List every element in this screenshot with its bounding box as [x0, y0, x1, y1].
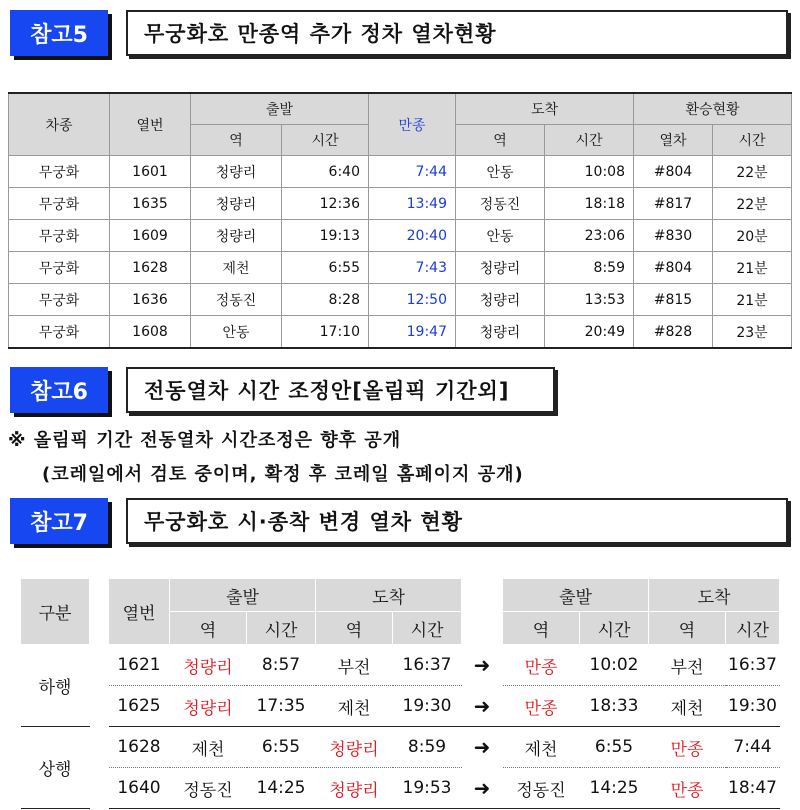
transfer-train-cell: #817: [634, 188, 713, 220]
arr-station-cell: 제천: [316, 686, 393, 727]
header-dep-station: 역: [191, 125, 282, 156]
terminal-change-table: [20, 578, 780, 809]
arr-station-cell: 부전: [316, 645, 393, 686]
section-7-header: [10, 498, 788, 544]
arr-station-cell: 청량리: [456, 284, 545, 316]
header-dep-time: 시간: [247, 612, 316, 645]
header-train-no: 열번: [110, 93, 191, 156]
arr-time-cell: 18:18: [545, 188, 634, 220]
table-row: [9, 188, 792, 220]
dep-time-cell: 17:35: [247, 686, 316, 727]
arr-time-cell: 19:53: [393, 768, 462, 809]
transfer-train-cell: #828: [634, 316, 713, 349]
dep-station-cell: 제천: [170, 727, 247, 768]
train-no-cell: 1621: [109, 645, 170, 686]
header-departure: 출발: [170, 579, 316, 612]
train-no-cell: 1640: [109, 768, 170, 809]
arr-station-cell: 정동진: [456, 188, 545, 220]
arr-time-cell: 20:49: [545, 316, 634, 349]
header-arr-station: 역: [456, 125, 545, 156]
train-no-cell: 1635: [110, 188, 191, 220]
header-new-arr-station: 역: [649, 612, 726, 645]
header-new-dep-time: 시간: [580, 612, 649, 645]
arrow-icon: ➜: [462, 686, 503, 727]
table-row: [21, 768, 780, 809]
new-arr-station-cell: 제천: [649, 686, 726, 727]
arr-station-cell: 청량리: [316, 768, 393, 809]
section-6-badge: 참고6: [10, 367, 108, 413]
header-transfer-train: 열차: [634, 125, 713, 156]
arrow-icon: ➜: [462, 768, 503, 809]
arr-station-cell: 청량리: [456, 252, 545, 284]
train-type-cell: 무궁화: [9, 220, 110, 252]
transfer-time-cell: 22분: [713, 156, 792, 188]
dep-station-cell: 정동진: [170, 768, 247, 809]
header-transfer: 환승현황: [634, 93, 792, 125]
new-dep-time-cell: 10:02: [580, 645, 649, 686]
new-arr-time-cell: 19:30: [726, 686, 780, 727]
section-5-header: [10, 10, 788, 56]
train-no-cell: 1636: [110, 284, 191, 316]
section-6-subnote: (코레일에서 검토 중이며, 확정 후 코레일 홈페이지 공개): [42, 464, 524, 485]
transfer-train-cell: #815: [634, 284, 713, 316]
train-no-cell: 1625: [109, 686, 170, 727]
dep-time-cell: 8:28: [282, 284, 369, 316]
section-6-title: 전동열차 시간 조정안[올림픽 기간외]: [126, 367, 555, 413]
header-arr-time: 시간: [545, 125, 634, 156]
new-dep-station-cell: 만종: [503, 686, 580, 727]
dep-station-cell: 청량리: [191, 188, 282, 220]
header-new-arr-time: 시간: [726, 612, 780, 645]
section-7-title: 무궁화호 시·종착 변경 열차 현황: [126, 498, 788, 544]
header-arr-station: 역: [316, 612, 393, 645]
manjong-time-cell: 19:47: [369, 316, 456, 349]
train-type-cell: 무궁화: [9, 188, 110, 220]
new-dep-time-cell: 14:25: [580, 768, 649, 809]
table-row: [9, 316, 792, 349]
manjong-time-cell: 12:50: [369, 284, 456, 316]
new-dep-time-cell: 18:33: [580, 686, 649, 727]
train-no-cell: 1601: [110, 156, 191, 188]
dep-station-cell: 정동진: [191, 284, 282, 316]
group-label-cell: 상행: [21, 727, 90, 809]
new-arr-time-cell: 16:37: [726, 645, 780, 686]
header-arrival: 도착: [456, 93, 634, 125]
arrow-icon: ➜: [473, 653, 491, 677]
new-arr-station-cell: 부전: [649, 645, 726, 686]
manjong-stop-table: [8, 92, 792, 349]
header-manjong: 만종: [369, 93, 456, 156]
dep-time-cell: 6:40: [282, 156, 369, 188]
table-row: [9, 220, 792, 252]
header-new-arrival: 도착: [649, 579, 780, 612]
dep-station-cell: 청량리: [191, 156, 282, 188]
dep-time-cell: 6:55: [282, 252, 369, 284]
arrow-icon: ➜: [473, 735, 491, 760]
transfer-time-cell: 22분: [713, 188, 792, 220]
dep-station-cell: 청량리: [191, 220, 282, 252]
arr-time-cell: 13:53: [545, 284, 634, 316]
transfer-time-cell: 23분: [713, 316, 792, 349]
new-dep-time-cell: 6:55: [580, 727, 649, 768]
manjong-time-cell: 7:44: [369, 156, 456, 188]
dep-time-cell: 8:57: [247, 645, 316, 686]
header-type: 차종: [9, 93, 110, 156]
arr-time-cell: 8:59: [393, 727, 462, 768]
new-arr-station-cell: 만종: [649, 768, 726, 809]
header-category: 구분: [21, 579, 90, 645]
dep-time-cell: 17:10: [282, 316, 369, 349]
section-6-header: [10, 367, 555, 413]
table-row: [9, 284, 792, 316]
transfer-train-cell: #804: [634, 156, 713, 188]
header-train-no: 열번: [109, 579, 170, 645]
header-arr-time: 시간: [393, 612, 462, 645]
arr-time-cell: 10:08: [545, 156, 634, 188]
train-no-cell: 1628: [110, 252, 191, 284]
train-no-cell: 1608: [110, 316, 191, 349]
new-arr-time-cell: 7:44: [726, 727, 780, 768]
train-no-cell: 1628: [109, 727, 170, 768]
dep-time-cell: 14:25: [247, 768, 316, 809]
arr-station-cell: 안동: [456, 220, 545, 252]
dep-time-cell: 19:13: [282, 220, 369, 252]
dep-station-cell: 제천: [191, 252, 282, 284]
header-new-departure: 출발: [503, 579, 649, 612]
section-5-badge: 참고5: [10, 10, 108, 56]
transfer-train-cell: #830: [634, 220, 713, 252]
arr-station-cell: 청량리: [456, 316, 545, 349]
group-label-cell: 하행: [21, 645, 90, 727]
transfer-time-cell: 20분: [713, 220, 792, 252]
dep-station-cell: 청량리: [170, 686, 247, 727]
header-dep-station: 역: [170, 612, 247, 645]
header-transfer-time: 시간: [713, 125, 792, 156]
table-row: [21, 727, 780, 768]
arr-station-cell: 청량리: [316, 727, 393, 768]
transfer-time-cell: 21분: [713, 284, 792, 316]
table-row: [21, 686, 780, 727]
table-row: [9, 252, 792, 284]
arr-time-cell: 16:37: [393, 645, 462, 686]
arr-time-cell: 8:59: [545, 252, 634, 284]
transfer-train-cell: #804: [634, 252, 713, 284]
dep-station-cell: 안동: [191, 316, 282, 349]
manjong-time-cell: 13:49: [369, 188, 456, 220]
header-new-dep-station: 역: [503, 612, 580, 645]
manjong-time-cell: 7:43: [369, 252, 456, 284]
train-type-cell: 무궁화: [9, 316, 110, 349]
dep-station-cell: 청량리: [170, 645, 247, 686]
header-departure: 출발: [191, 93, 369, 125]
dep-time-cell: 12:36: [282, 188, 369, 220]
header-dep-time: 시간: [282, 125, 369, 156]
header-arrival: 도착: [316, 579, 462, 612]
train-type-cell: 무궁화: [9, 156, 110, 188]
dep-time-cell: 6:55: [247, 727, 316, 768]
train-type-cell: 무궁화: [9, 252, 110, 284]
table-row: [9, 156, 792, 188]
section-7-badge: 참고7: [10, 498, 108, 544]
new-arr-station-cell: 만종: [649, 727, 726, 768]
section-6-note: ※ 올림픽 기간 전동열차 시간조정은 향후 공개: [8, 430, 402, 451]
new-dep-station-cell: 제천: [503, 727, 580, 768]
table-row: [21, 645, 780, 686]
arr-time-cell: 23:06: [545, 220, 634, 252]
section-5-title: 무궁화호 만종역 추가 정차 열차현황: [126, 10, 788, 56]
new-arr-time-cell: 18:47: [726, 768, 780, 809]
arr-time-cell: 19:30: [393, 686, 462, 727]
arr-station-cell: 안동: [456, 156, 545, 188]
transfer-time-cell: 21분: [713, 252, 792, 284]
manjong-time-cell: 20:40: [369, 220, 456, 252]
train-type-cell: 무궁화: [9, 284, 110, 316]
new-dep-station-cell: 만종: [503, 645, 580, 686]
train-no-cell: 1609: [110, 220, 191, 252]
new-dep-station-cell: 정동진: [503, 768, 580, 809]
